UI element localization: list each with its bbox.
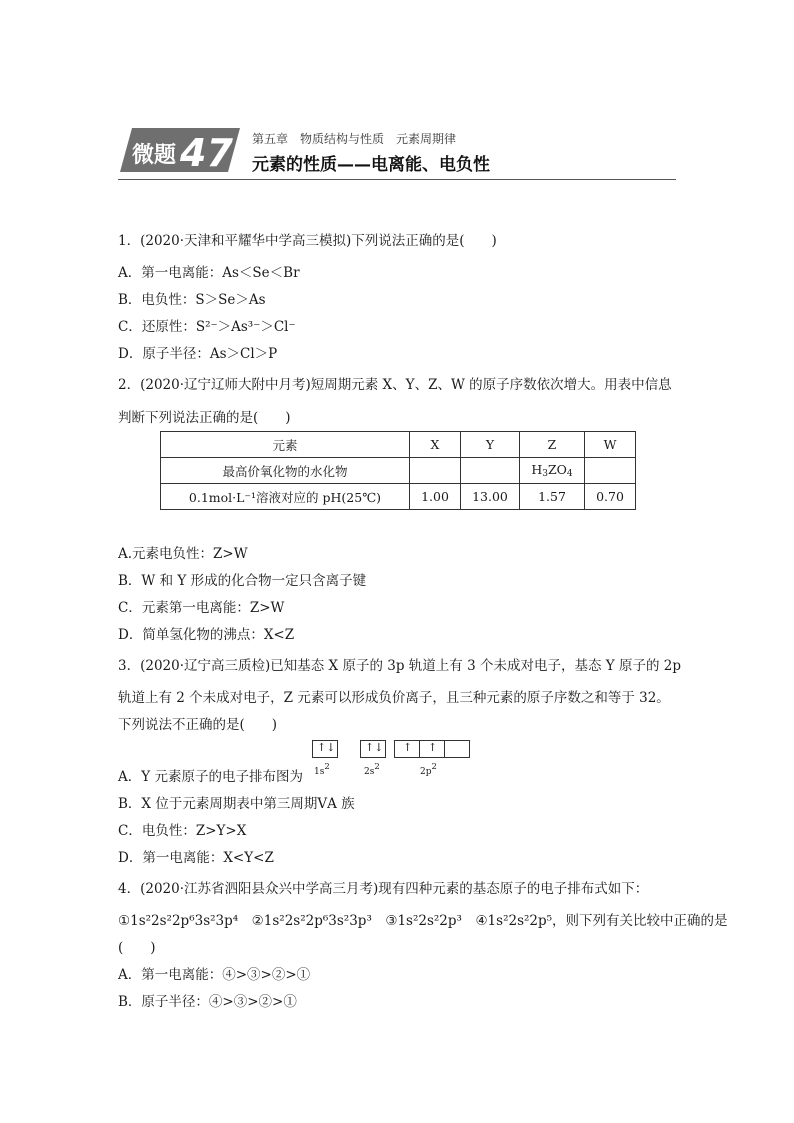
table-header-cell: 元素 [161, 432, 410, 458]
header-divider [118, 179, 676, 180]
table-cell: 13.00 [461, 484, 520, 510]
q4-option-a: A．第一电离能：④>③>②>① [118, 967, 311, 983]
q4-stem-line2: ①1s²2s²2p⁶3s²3p⁴ ②1s²2s²2p⁶3s²3p³ ③1s²2s²2p³ ④1s²2s²2p⁵，则下列有关比较中正确的是 [118, 913, 728, 929]
q1-option-a: A．第一电离能：As＜Se＜Br [118, 265, 300, 281]
q3-stem-line2: 轨道上有 2 个未成对电子，Z 元素可以形成负价离子，且三种元素的原子序数之和等于 32。 [118, 690, 670, 706]
electron-orbital-diagram [308, 740, 478, 780]
table-row [161, 458, 636, 484]
q1-stem: 1．(2020·天津和平耀华中学高三模拟)下列说法正确的是( ) [118, 233, 497, 249]
q2-option-d: D．简单氢化物的沸点：X<Z [118, 627, 295, 643]
electron-up-icon: ↑ [428, 741, 438, 754]
q4-stem-line3: ( ) [118, 940, 156, 956]
orbital-label-1s: 1s2 [314, 762, 330, 777]
topic-title: 元素的性质——电离能、电负性 [252, 155, 490, 175]
table-row [161, 432, 636, 458]
table-cell: 最高价氧化物的水化物 [161, 458, 410, 484]
q2-option-c: C．元素第一电离能：Z>W [118, 600, 285, 616]
orbital-box-2p-1 [394, 740, 420, 758]
q4-stem-line1: 4．(2020·江苏省泗阳县众兴中学高三月考)现有四种元素的基态原子的电子排布式如下： [118, 881, 649, 897]
electron-pair-icon: ↑↓ [317, 741, 336, 754]
q4-option-b: B．原子半径：④>③>②>① [118, 994, 297, 1010]
electron-up-icon: ↑ [403, 741, 413, 754]
chapter-title: 第五章 物质结构与性质 元素周期律 [252, 132, 457, 146]
q3-option-b: B．X 位于元素周期表中第三周期ⅤA 族 [118, 796, 355, 812]
q2-option-a: A.元素电负性：Z>W [118, 546, 248, 562]
q1-option-d: D．原子半径：As＞Cl＞P [118, 346, 278, 362]
orbital-box-2p-3 [444, 740, 470, 758]
q3-stem-line3: 下列说法不正确的是( ) [118, 717, 278, 733]
q2-option-b: B．W 和 Y 形成的化合物一定只含离子键 [118, 573, 367, 589]
q3-option-a: A．Y 元素原子的电子排布图为 [118, 769, 303, 785]
q1-option-b: B．电负性：S＞Se＞As [118, 292, 266, 308]
logo-text: 微题 [132, 143, 177, 168]
electron-pair-icon: ↑↓ [365, 741, 384, 754]
q3-option-c: C．电负性：Z>Y>X [118, 823, 247, 839]
q2-stem-line2: 判断下列说法正确的是( ) [118, 410, 291, 426]
table-cell [461, 458, 520, 484]
orbital-box-2p-2 [419, 740, 445, 758]
table-cell: 1.00 [410, 484, 461, 510]
table-cell-formula: $H_3ZO_4$ [520, 458, 585, 484]
table-row [161, 484, 636, 510]
logo-number: 47 [180, 131, 233, 174]
q1-option-c: C．还原性：S²⁻＞As³⁻＞Cl⁻ [118, 319, 296, 335]
table-cell [585, 458, 636, 484]
element-data-table [160, 431, 636, 510]
table-cell: 1.57 [520, 484, 585, 510]
table-header-cell: Y [461, 432, 520, 458]
orbital-box-2s [360, 740, 386, 758]
q2-stem-line1: 2．(2020·辽宁辽师大附中月考)短周期元素 X、Y、Z、W 的原子序数依次增大。用表中信息 [118, 377, 672, 393]
table-cell [410, 458, 461, 484]
q3-option-d: D．第一电离能：X<Y<Z [118, 850, 274, 866]
table-cell: 0.1mol·L⁻¹溶液对应的 pH(25℃) [161, 484, 410, 510]
table-header-cell: X [410, 432, 461, 458]
table-cell: 0.70 [585, 484, 636, 510]
q3-stem-line1: 3．(2020·辽宁高三质检)已知基态 X 原子的 3p 轨道上有 3 个未成对电子，基态 Y 原子的 2p [118, 658, 681, 674]
orbital-label-2s: 2s2 [364, 762, 380, 777]
orbital-label-2p: 2p2 [420, 762, 437, 777]
topic-logo [118, 126, 242, 174]
table-header-cell: Z [520, 432, 585, 458]
page-header [118, 124, 676, 182]
orbital-box-1s [312, 740, 338, 758]
table-header-cell: W [585, 432, 636, 458]
